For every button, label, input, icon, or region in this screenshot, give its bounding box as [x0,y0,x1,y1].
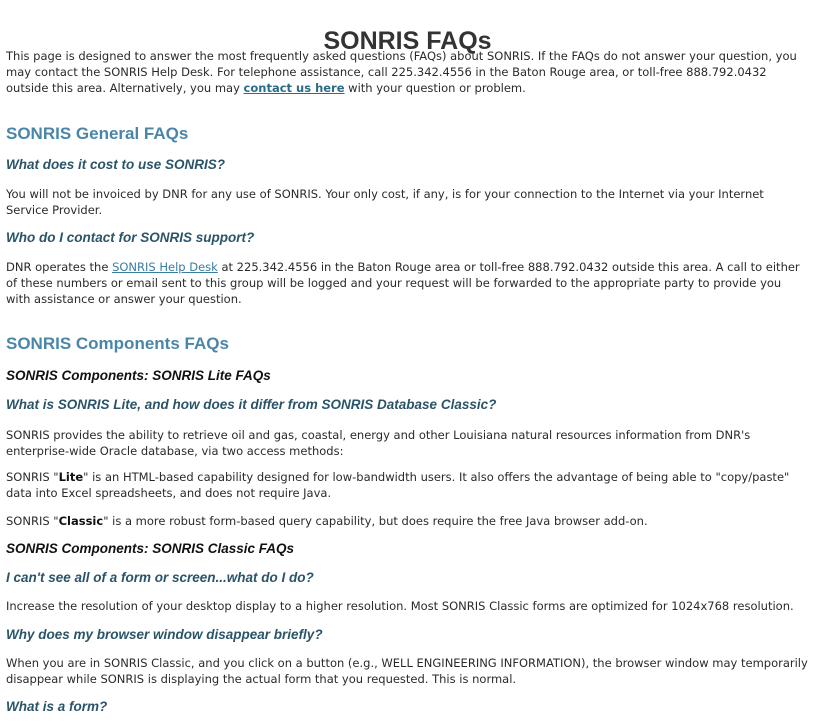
classic-term: Classic [58,514,104,528]
lite-text: SONRIS " [6,470,59,484]
answer-lite-intro: SONRIS provides the ability to retrieve oil and gas, coastal, energy and other Louisiana natural resources information from DNR's enterprise-wide Oracle database, via two access methods: [6,428,751,458]
components-faqs-heading: SONRIS Components FAQs [6,334,229,353]
answer-support-text: DNR operates the [6,260,113,274]
answer-cost: You will not be invoiced by DNR for any use of SONRIS. Your only cost, if any, is for your connection to the Internet via your Internet Service Provider. [6,187,764,217]
classic-faqs-subheading: SONRIS Components: SONRIS Classic FAQs [6,541,295,556]
answer-browser-disappear: When you are in SONRIS Classic, and you click on a button (e.g., WELL ENGINEERING INFORMATION), the browser window may temporarily disappear while SONRIS is displaying the actual form that you requested. This is normal. [6,656,808,686]
lite-faqs-subheading: SONRIS Components: SONRIS Lite FAQs [6,368,271,383]
classic-text: SONRIS " [6,514,59,528]
question-cost: What does it cost to use SONRIS? [6,157,226,172]
answer-lite-description [6,469,809,501]
page-title: SONRIS FAQs [323,26,492,55]
classic-text-end: " is a more robust form-based query capability, but does require the free Java browser add-on. [103,514,648,528]
answer-support [6,259,809,307]
question-lite-difference: What is SONRIS Lite, and how does it differ from SONRIS Database Classic? [6,397,497,412]
answer-classic-description [6,513,809,529]
help-desk-link[interactable]: SONRIS Help Desk [112,260,218,274]
question-support: Who do I contact for SONRIS support? [6,230,255,245]
general-faqs-heading: SONRIS General FAQs [6,124,189,143]
answer-form-screen: Increase the resolution of your desktop display to a higher resolution. Most SONRIS Classic forms are optimized for 1024x768 resolution. [6,599,794,613]
intro-paragraph [6,48,809,96]
intro-text: This page is designed to answer the most frequently asked questions (FAQs) about SONRIS. If the FAQs do not answer your question, you may contact the SONRIS Help Desk. For telephone assistance, call 225.342.4556 in the Baton Rouge area, or toll-free 888.792.0432 outside this area. Alternatively, you may [6,49,797,95]
contact-us-link[interactable]: contact us here [243,81,345,95]
answer-support-text-end: at 225.342.4556 in the Baton Rouge area or toll-free 888.792.0432 outside this area. A call to either of these numbers or email sent to this group will be logged and your request will be forwarded to the appropriate party to provide you with assistance or answer your question. [6,260,800,306]
question-browser-disappear: Why does my browser window disappear briefly? [6,627,323,642]
lite-term: Lite [58,470,84,484]
question-form-screen: I can't see all of a form or screen...what do I do? [6,570,314,585]
intro-text-end: with your question or problem. [344,81,526,95]
lite-text-end: " is an HTML-based capability designed for low-bandwidth users. It also offers the advantage of being able to "copy/paste" data into Excel spreadsheets, and does not require Java. [6,470,790,500]
question-what-is-form: What is a form? [6,699,108,714]
